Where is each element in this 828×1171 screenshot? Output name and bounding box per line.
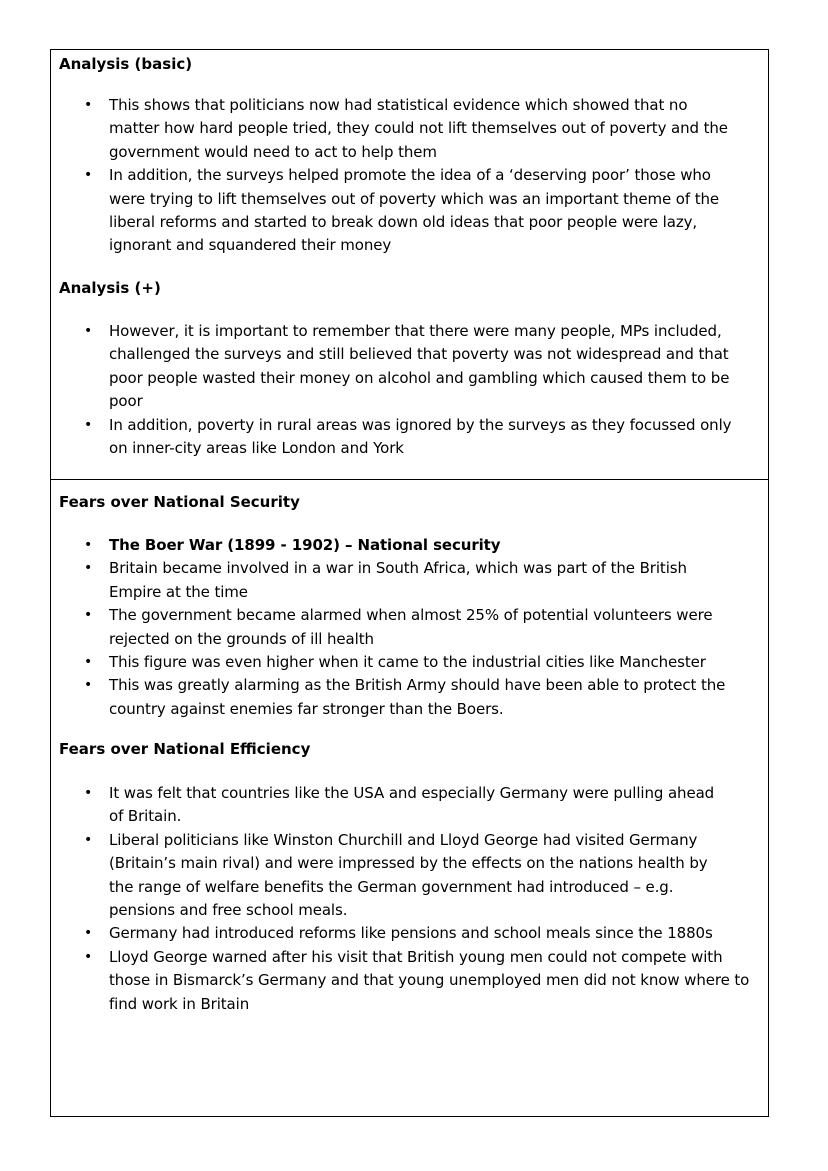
list-item bbox=[51, 164, 763, 258]
list-item bbox=[51, 604, 763, 651]
bullet-icon: • bbox=[84, 948, 93, 965]
analysis-cell bbox=[51, 50, 768, 480]
text-line: Empire at the time bbox=[109, 582, 248, 601]
heading-national-efficiency: Fears over National Efficiency bbox=[59, 740, 311, 758]
list-item bbox=[51, 946, 763, 1016]
text-line: those in Bismarck’s Germany and that young unemployed men did not know where to bbox=[109, 971, 750, 990]
bullet-icon: • bbox=[84, 831, 93, 848]
text-line: ignorant and squandered their money bbox=[109, 236, 392, 255]
list-item bbox=[51, 651, 763, 674]
list-item bbox=[51, 829, 763, 923]
text-line: This was greatly alarming as the British Army should have been able to protect the bbox=[109, 676, 726, 695]
bullet-icon: • bbox=[84, 560, 93, 577]
heading-analysis-basic: Analysis (basic) bbox=[59, 55, 193, 73]
national-security-list bbox=[51, 534, 763, 721]
text-line: The government became alarmed when almost 25% of potential volunteers were bbox=[109, 606, 713, 625]
national-efficiency-list bbox=[51, 782, 763, 1016]
text-line: matter how hard people tried, they could not lift themselves out of poverty and the bbox=[109, 119, 728, 138]
bullet-icon: • bbox=[84, 785, 93, 801]
text-line: poor people wasted their money on alcohol and gambling which caused them to be bbox=[109, 368, 730, 387]
text-line: challenged the surveys and still believed that poverty was not widespread and that bbox=[109, 345, 729, 364]
text-line: poor bbox=[109, 392, 143, 411]
bullet-icon: • bbox=[84, 654, 93, 671]
text-line: country against enemies far stronger than the Boers. bbox=[109, 699, 504, 718]
fears-cell bbox=[51, 480, 768, 1116]
text-line: were trying to lift themselves out of poverty which was an important theme of the bbox=[109, 189, 720, 208]
list-item bbox=[51, 782, 763, 829]
text-line: liberal reforms and started to break down old ideas that poor people were lazy, bbox=[109, 213, 698, 232]
document-table bbox=[50, 49, 769, 1117]
text-line: (Britain’s main rival) and were impressed by the effects on the nations health by bbox=[109, 854, 708, 873]
analysis-plus-list bbox=[51, 320, 763, 460]
text-line: Germany had introduced reforms like pensions and school meals since the 1880s bbox=[109, 924, 713, 943]
text-line: the range of welfare benefits the German government had introduced – e.g. bbox=[109, 877, 674, 896]
bullet-icon: • bbox=[84, 323, 93, 339]
bullet-icon: • bbox=[84, 416, 93, 433]
text-line: This figure was even higher when it came to the industrial cities like Manchester bbox=[109, 653, 706, 672]
text-line: Lloyd George warned after his visit that British young men could not compete with bbox=[109, 947, 723, 966]
text-line: However, it is important to remember that there were many people, MPs included, bbox=[109, 322, 722, 340]
text-line: on inner-city areas like London and York bbox=[109, 439, 404, 458]
heading-national-security: Fears over National Security bbox=[59, 493, 300, 511]
text-line: find work in Britain bbox=[109, 994, 250, 1013]
list-item bbox=[51, 557, 763, 604]
bullet-icon: • bbox=[84, 167, 93, 184]
list-item bbox=[51, 674, 763, 721]
text-line: This shows that politicians now had statistical evidence which showed that no bbox=[109, 96, 688, 114]
list-item bbox=[51, 94, 763, 164]
text-line: Britain became involved in a war in South Africa, which was part of the British bbox=[109, 559, 687, 578]
list-item bbox=[51, 320, 763, 414]
text-line: pensions and free school meals. bbox=[109, 901, 348, 920]
analysis-basic-list bbox=[51, 94, 763, 258]
text-line: The Boer War (1899 - 1902) – National security bbox=[109, 536, 501, 554]
text-line: Liberal politicians like Winston Churchill and Lloyd George had visited Germany bbox=[109, 830, 698, 849]
text-line: In addition, poverty in rural areas was ignored by the surveys as they focussed only bbox=[109, 415, 732, 434]
bullet-icon: • bbox=[84, 607, 93, 624]
bullet-icon: • bbox=[84, 677, 93, 694]
heading-analysis-plus: Analysis (+) bbox=[59, 279, 161, 297]
text-line: of Britain. bbox=[109, 807, 182, 826]
text-line: It was felt that countries like the USA and especially Germany were pulling ahead bbox=[109, 784, 715, 802]
bullet-icon: • bbox=[84, 537, 93, 553]
list-item bbox=[51, 922, 763, 945]
list-item bbox=[51, 414, 763, 461]
text-line: rejected on the grounds of ill health bbox=[109, 629, 374, 648]
bullet-icon: • bbox=[84, 97, 93, 113]
bullet-icon: • bbox=[84, 925, 93, 942]
text-line: government would need to act to help them bbox=[109, 142, 437, 161]
text-line: In addition, the surveys helped promote the idea of a ‘deserving poor’ those who bbox=[109, 166, 711, 185]
list-item bbox=[51, 534, 763, 557]
